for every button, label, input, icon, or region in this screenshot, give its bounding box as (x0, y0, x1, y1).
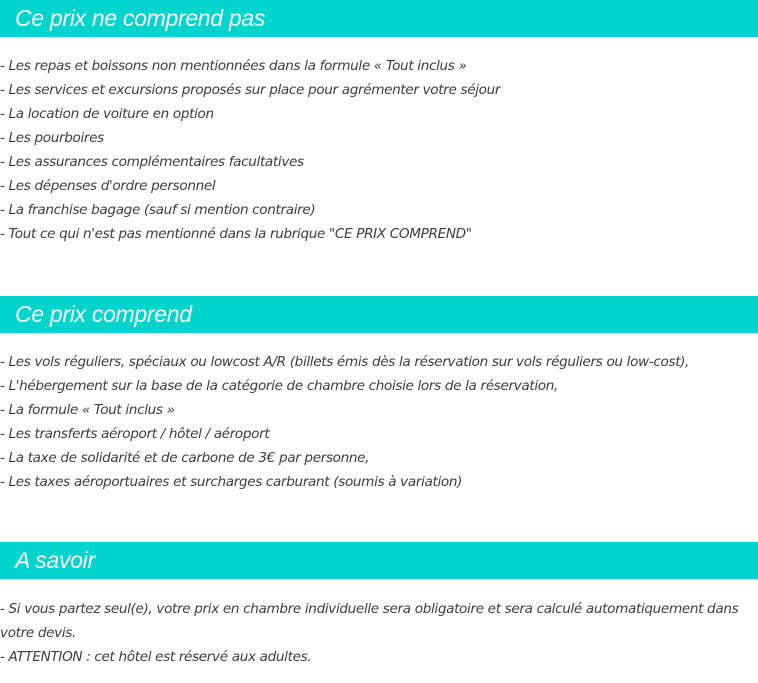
list-item: - Les services et excursions proposés sur place pour agrémenter votre séjour (0, 82, 501, 98)
not-included-list (0, 37, 758, 246)
section-title: Ce prix comprend (0, 296, 758, 333)
list-item: - Les dépenses d'ordre personnel (0, 178, 216, 194)
list-item: - Les vols réguliers, spéciaux ou lowcost A/R (billets émis dès la réservation sur vols réguliers ou low-cost), (0, 354, 690, 370)
list-item: - Tout ce qui n'est pas mentionné dans la rubrique "CE PRIX COMPREND" (0, 226, 472, 242)
list-item: - Les pourboires (0, 130, 104, 146)
list-item: - Les taxes aéroportuaires et surcharges carburant (soumis à variation) (0, 474, 463, 490)
good-to-know-list (0, 579, 758, 669)
list-item: - La taxe de solidarité et de carbone de 3€ par personne, (0, 450, 370, 466)
list-item: - La franchise bagage (sauf si mention contraire) (0, 202, 316, 218)
list-item: - Si vous partez seul(e), votre prix en chambre individuelle sera obligatoire et sera calculé automatiquement dans votre devis. (0, 601, 739, 641)
list-item: - Les transferts aéroport / hôtel / aéroport (0, 426, 270, 442)
list-item: - Les repas et boissons non mentionnées dans la formule « Tout inclus » (0, 58, 467, 74)
section-title: A savoir (0, 542, 758, 579)
list-item: - Les assurances complémentaires facultatives (0, 154, 304, 170)
section-included (0, 296, 758, 494)
list-item: - La location de voiture en option (0, 106, 214, 122)
section-not-included (0, 0, 758, 246)
list-item: - L'hébergement sur la base de la catégorie de chambre choisie lors de la réservation, (0, 378, 559, 394)
included-list (0, 333, 758, 494)
section-good-to-know (0, 542, 758, 669)
list-item: - La formule « Tout inclus » (0, 402, 175, 418)
section-title: Ce prix ne comprend pas (0, 0, 758, 37)
list-item: - ATTENTION : cet hôtel est réservé aux adultes. (0, 649, 312, 665)
